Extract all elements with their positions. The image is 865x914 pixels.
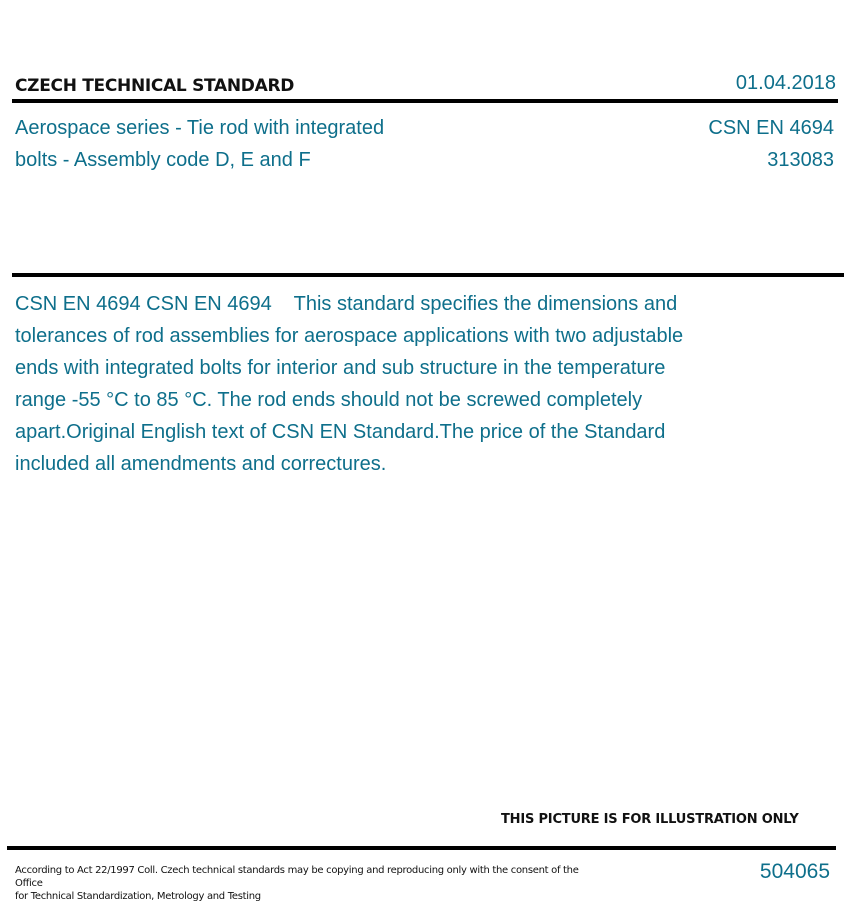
abstract-text [15, 288, 755, 480]
legal-notice-line: According to Act 22/1997 Coll. Czech technical standards may be copying and reproducing only with the consent of the Office [15, 865, 579, 889]
abstract-line: ends with integrated bolts for interior and sub structure in the temperature [15, 357, 666, 379]
standard-code: CSN EN 4694 [708, 117, 834, 139]
standard-title-line-2: bolts - Assembly code D, E and F [15, 149, 311, 171]
abstract-line: range -55 °C to 85 °C. The rod ends should not be screwed completely [15, 389, 643, 411]
illustration-notice: THIS PICTURE IS FOR ILLUSTRATION ONLY [501, 812, 799, 827]
abstract-line: tolerances of rod assemblies for aerospace applications with two adjustable [15, 325, 684, 347]
footer-code: 504065 [759, 860, 830, 883]
header-divider [12, 99, 838, 103]
publication-date: 01.04.2018 [735, 72, 836, 94]
abstract-line: included all amendments and correctures. [15, 453, 387, 475]
legal-notice-line: for Technical Standardization, Metrology and Testing [15, 891, 261, 902]
legal-notice [15, 864, 585, 903]
footer-divider [7, 846, 836, 850]
standard-title-line-1: Aerospace series - Tie rod with integrated [15, 117, 385, 139]
catalog-number: 313083 [767, 149, 834, 171]
document-type-heading: CZECH TECHNICAL STANDARD [15, 76, 295, 96]
abstract-line: apart.Original English text of CSN EN Standard.The price of the Standard [15, 421, 666, 443]
title-divider [12, 273, 844, 277]
abstract-line: CSN EN 4694 CSN EN 4694 This standard specifies the dimensions and [15, 293, 678, 315]
